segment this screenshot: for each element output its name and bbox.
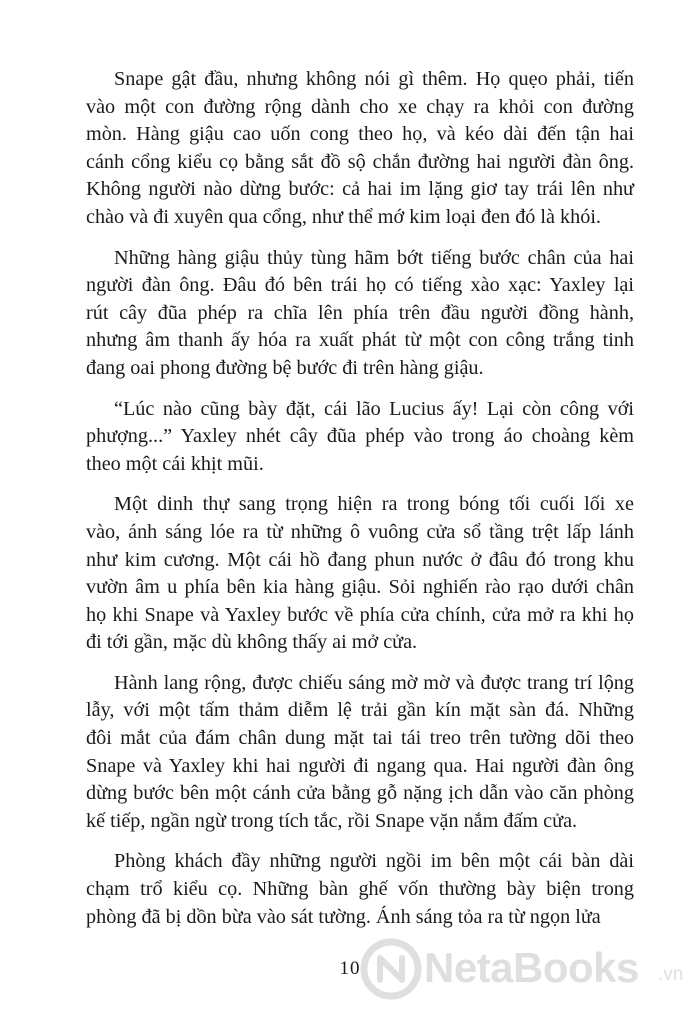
paragraph	[86, 848, 634, 931]
text-line: chào và đi xuyên qua cổng, như thể mớ kim loại đen đó là khói.	[86, 205, 601, 228]
text-line: Phòng khách đầy những người ngồi im bên một cái bàn dài	[114, 850, 634, 873]
page-number: 10	[339, 958, 361, 979]
text-line: đôi mắt của đám chân dung mặt tai tái treo trên tường dõi theo	[86, 727, 634, 750]
text-line: cánh cổng kiểu cọ bằng sắt đồ sộ chắn đường hai người đàn ông.	[86, 150, 634, 173]
text-line: họ khi Snape và Yaxley bước về phía cửa chính, cửa mở ra khi họ	[86, 603, 634, 626]
text-line: phượng...” Yaxley nhét cây đũa phép vào trong áo choàng kèm	[86, 425, 634, 448]
text-line: vào một con đường rộng dành cho xe chạy ra khỏi con đường	[86, 95, 634, 118]
paragraph	[86, 491, 634, 657]
text-line: Snape và Yaxley khi hai người đi ngang qua. Hai người đàn ông	[86, 754, 634, 777]
text-line: Snape gật đầu, nhưng không nói gì thêm. Họ quẹo phải, tiến	[114, 68, 634, 90]
text-line: Không người nào dừng bước: cả hai im lặng giơ tay trái lên như	[86, 178, 634, 201]
paragraph	[86, 396, 634, 479]
watermark	[360, 938, 690, 1000]
text-line: kế tiếp, ngần ngừ trong tích tắc, rồi Snape vặn nắm đấm cửa.	[86, 809, 578, 832]
text-line: vườn âm u phía bên kia hàng giậu. Sỏi nghiến rào rạo dưới chân	[86, 576, 634, 599]
netabooks-logo-icon	[360, 938, 422, 1000]
text-line: Những hàng giậu thủy tùng hãm bớt tiếng bước chân của hai	[114, 246, 634, 269]
text-line: phòng đã bị dồn bừa vào sát tường. Ánh sáng tỏa ra từ ngọn lửa	[86, 905, 601, 928]
text-line: lẫy, với một tấm thảm diễm lệ trải gần kín mặt sàn đá. Những	[86, 699, 634, 722]
text-line: Một dinh thự sang trọng hiện ra trong bóng tối cuối lối xe	[114, 493, 634, 516]
text-line: theo một cái khịt mũi.	[86, 452, 264, 475]
text-line: vào, ánh sáng lóe ra từ những ô vuông cửa sổ tầng trệt lấp lánh	[86, 520, 634, 543]
text-line: chạm trổ kiểu cọ. Những bàn ghế vốn thường bày biện trong	[86, 878, 634, 901]
text-line: mòn. Hàng giậu cao uốn cong theo họ, và kéo dài đến tận hai	[86, 123, 634, 146]
text-line: đi tới gần, mặc dù không thấy ai mở cửa.	[86, 631, 418, 654]
text-line: người đàn ông. Đâu đó bên trái họ có tiếng xào xạc: Yaxley lại	[86, 274, 634, 297]
text-line: “Lúc nào cũng bày đặt, cái lão Lucius ấy! Lại còn công với	[114, 397, 634, 420]
watermark-brand: NetaBooks	[424, 944, 639, 991]
text-line: như kim cương. Một cái hồ đang phun nước ở đâu đó trong khu	[86, 548, 634, 571]
body-text	[86, 66, 634, 944]
paragraph	[86, 66, 634, 232]
text-line: rút cây đũa phép ra chĩa lên phía trên đầu người đồng hành,	[86, 301, 634, 324]
paragraph	[86, 670, 634, 836]
watermark-suffix: .vn	[658, 964, 684, 985]
text-line: nhưng âm thanh ấy hóa ra xuất phát từ một con công trắng tinh	[86, 329, 634, 352]
text-line: đang oai phong đường bệ bước đi trên hàng giậu.	[86, 356, 484, 379]
text-line: Hành lang rộng, được chiếu sáng mờ mờ và được trang trí lộng	[114, 671, 634, 694]
text-line: dừng bước bên một cánh cửa bằng gỗ nặng ịch dẫn vào căn phòng	[86, 782, 634, 805]
paragraph	[86, 245, 634, 383]
